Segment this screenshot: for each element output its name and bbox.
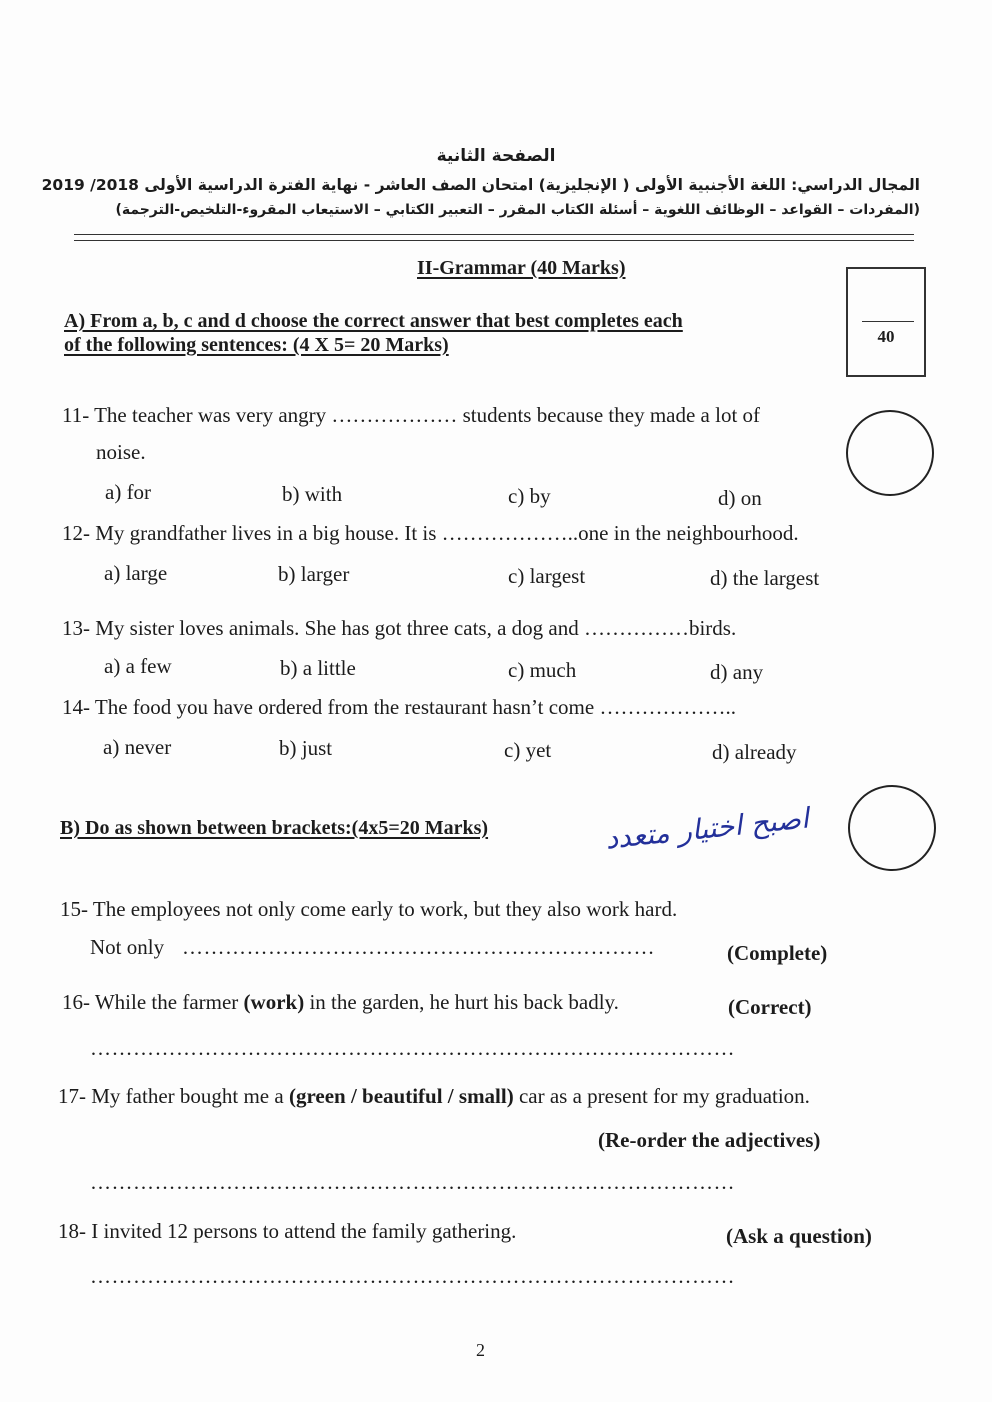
- q16-text-end: in the garden, he hurt his back badly.: [304, 990, 619, 1014]
- question-11-continued: noise.: [96, 440, 146, 464]
- q11-option-d: d) on: [718, 486, 762, 510]
- header-divider-bottom: [74, 240, 914, 241]
- question-14: 14- The food you have ordered from the restaurant hasn’t come ………………..: [62, 695, 736, 719]
- q13-option-a: a) a few: [104, 654, 172, 678]
- part-b-instruction: B) Do as shown between brackets:(4x5=20 Marks): [60, 817, 489, 839]
- q12-option-d: d) the largest: [710, 566, 820, 590]
- q11-option-b: b) with: [282, 482, 343, 506]
- q13-option-c: c) much: [508, 658, 577, 682]
- mark-circle-b: [848, 785, 936, 871]
- q15-answer-start: Not only: [90, 935, 165, 959]
- part-a-instruction-line2: of the following sentences: (4 X 5= 20 Marks): [64, 334, 449, 356]
- score-box: [846, 267, 926, 377]
- q16-verb: (work): [243, 990, 305, 1014]
- part-a-instruction-line1: A) From a, b, c and d choose the correct answer that best completes each: [64, 310, 683, 332]
- q18-answer-line[interactable]: ………………………………………………………………………………: [90, 1264, 735, 1288]
- section-title: II-Grammar (40 Marks): [417, 257, 626, 279]
- q14-option-d: d) already: [712, 740, 797, 764]
- question-15: 15- The employees not only come early to work, but they also work hard.: [60, 897, 678, 921]
- q17-adjectives: (green / beautiful / small): [288, 1084, 514, 1108]
- q13-option-d: d) any: [710, 660, 764, 684]
- q17-instruction: (Re-order the adjectives): [598, 1128, 821, 1152]
- mark-circle-a: [846, 410, 934, 496]
- q18-instruction: (Ask a question): [726, 1224, 872, 1248]
- question-17: [58, 1084, 810, 1109]
- q15-answer-line[interactable]: …………………………………………………………: [182, 935, 655, 959]
- q12-option-c: c) largest: [508, 564, 586, 588]
- header-divider-top: [74, 234, 914, 235]
- q14-option-a: a) never: [103, 735, 172, 759]
- arabic-header-line1: المجال الدراسي: اللغة الأجنبية الأولى ( الإنجليزية) امتحان الصف العاشر - نهاية الفترة الدراسية الأولى 2018/ 2019: [41, 176, 920, 194]
- q16-text-start: 16- While the farmer: [62, 990, 244, 1014]
- question-11: 11- The teacher was very angry ……………… students because they made a lot of: [62, 403, 761, 427]
- q12-option-b: b) larger: [278, 562, 350, 586]
- q16-instruction: (Correct): [728, 995, 812, 1019]
- question-12: 12- My grandfather lives in a big house. It is ………………..one in the neighbourhood.: [62, 521, 799, 545]
- q14-option-c: c) yet: [504, 738, 552, 762]
- handwritten-note: اصبح اختيار متعدد: [603, 801, 811, 856]
- arabic-page-title: الصفحة الثانية: [436, 146, 556, 166]
- q11-option-c: c) by: [508, 484, 551, 508]
- score-line: [862, 321, 914, 322]
- q12-option-a: a) large: [104, 561, 168, 585]
- score-total: 40: [877, 327, 895, 346]
- page-number: 2: [476, 1340, 485, 1360]
- question-13: 13- My sister loves animals. She has got three cats, a dog and ……………birds.: [62, 616, 737, 640]
- q17-text-end: car as a present for my graduation.: [513, 1084, 810, 1108]
- q17-answer-line[interactable]: ………………………………………………………………………………: [90, 1170, 735, 1194]
- question-16: [62, 990, 619, 1015]
- arabic-header-line2: (المفردات – القواعد – الوظائف اللغوية – أسئلة الكتاب المقرر – التعبير الكتابي – الاستيعاب المقروء-التلخيص-الترجمة): [115, 202, 920, 218]
- question-18: 18- I invited 12 persons to attend the family gathering.: [58, 1219, 517, 1243]
- q11-option-a: a) for: [105, 480, 152, 504]
- q14-option-b: b) just: [279, 736, 333, 760]
- q13-option-b: b) a little: [280, 656, 356, 680]
- q17-text-start: 17- My father bought me a: [58, 1084, 289, 1108]
- q16-answer-line[interactable]: ………………………………………………………………………………: [90, 1036, 735, 1060]
- q15-instruction: (Complete): [727, 941, 828, 965]
